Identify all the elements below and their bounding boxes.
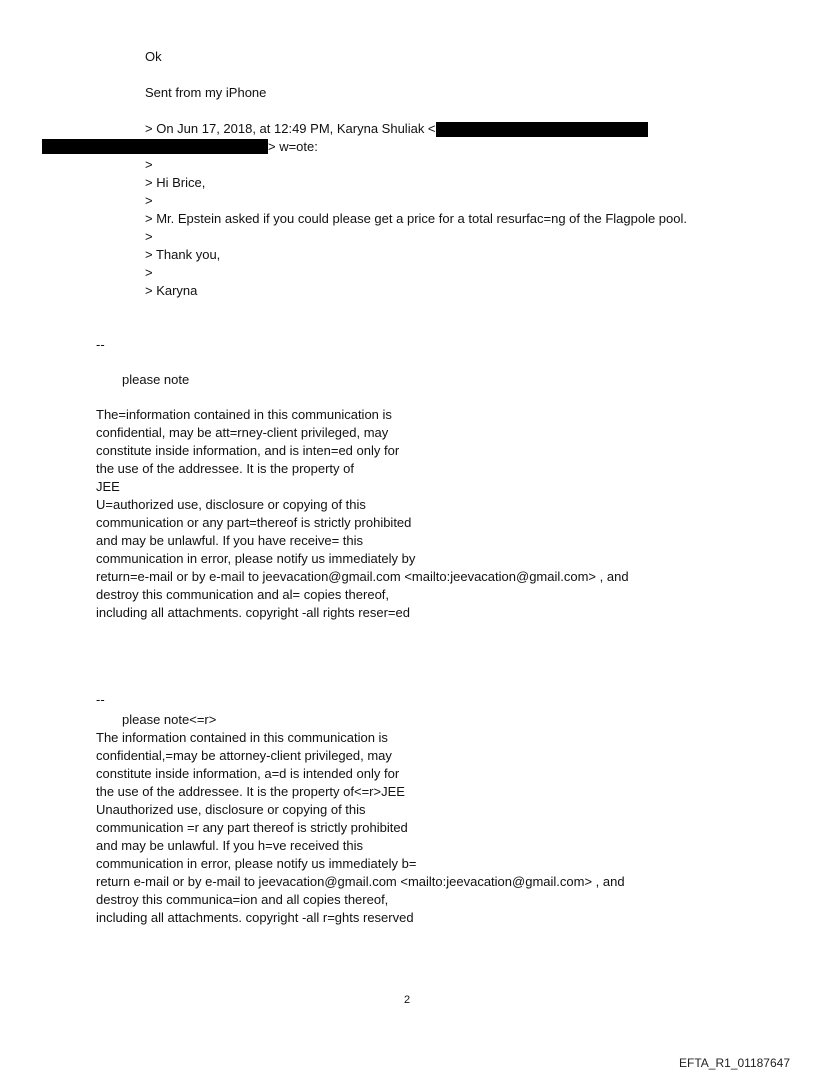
redaction-bar <box>42 139 268 154</box>
quoted-header: > On Jun 17, 2018, at 12:49 PM, Karyna Shuliak < <box>145 121 436 136</box>
disclaimer-line: The=information contained in this communication is <box>96 407 392 422</box>
disclaimer-line: constitute inside information, and is inten=ed only for <box>96 443 400 458</box>
disclaimer-line: the use of the addressee. It is the property of <box>96 461 354 476</box>
disclaimer-line: Unauthorized use, disclosure or copying of this <box>96 802 366 817</box>
separator: -- <box>96 692 105 707</box>
document-id: EFTA_R1_01187647 <box>679 1056 790 1070</box>
disclaimer-line: the use of the addressee. It is the property of<=r>JEE <box>96 784 405 799</box>
disclaimer-line: confidential, may be att=rney-client privileged, may <box>96 425 389 440</box>
page-number: 2 <box>404 994 411 1006</box>
disclaimer-line: communication in error, please notify us immediately by <box>96 551 416 566</box>
quoted-header-suffix: > w=ote: <box>268 139 318 154</box>
disclaimer-line: communication or any part=thereof is strictly prohibited <box>96 515 412 530</box>
quoted-line: > <box>145 265 153 280</box>
disclaimer-line: confidential,=may be attorney-client privileged, may <box>96 748 392 763</box>
reply-signature: Sent from my iPhone <box>145 85 267 100</box>
disclaimer-line: U=authorized use, disclosure or copying of this <box>96 497 366 512</box>
quoted-line: > <box>145 157 153 172</box>
disclaimer-line: and may be unlawful. If you have receive= this <box>96 533 364 548</box>
quoted-line: > Thank you, <box>145 247 221 262</box>
quoted-line: > Mr. Epstein asked if you could please get a price for a total resurfac=ng of the Flagpole pool. <box>145 211 687 226</box>
quoted-line: > <box>145 193 153 208</box>
disclaimer-line: including all attachments. copyright -all r=ghts reserved <box>96 910 414 925</box>
quoted-line: > Hi Brice, <box>145 175 206 190</box>
separator: -- <box>96 337 105 352</box>
disclaimer-line: communication in error, please notify us immediately b= <box>96 856 417 871</box>
reply-ok: Ok <box>145 49 162 64</box>
disclaimer-line: including all attachments. copyright -all rights reser=ed <box>96 605 410 620</box>
redaction-bar <box>436 122 648 137</box>
disclaimer-title: please note <box>122 372 190 387</box>
quoted-line: > Karyna <box>145 283 198 298</box>
disclaimer-line: return e-mail or by e-mail to jeevacation@gmail.com <mailto:jeevacation@gmail.com> , and <box>96 874 625 889</box>
quoted-line: > <box>145 229 153 244</box>
disclaimer-line: The information contained in this communication is <box>96 730 388 745</box>
disclaimer-line: destroy this communica=ion and all copies thereof, <box>96 892 389 907</box>
disclaimer-line: destroy this communication and al= copies thereof, <box>96 587 390 602</box>
disclaimer-line: JEE <box>96 479 120 494</box>
disclaimer-title: please note<=r> <box>122 712 217 727</box>
disclaimer-line: and may be unlawful. If you h=ve received this <box>96 838 364 853</box>
disclaimer-line: constitute inside information, a=d is intended only for <box>96 766 400 781</box>
disclaimer-line: communication =r any part thereof is strictly prohibited <box>96 820 408 835</box>
disclaimer-line: return=e-mail or by e-mail to jeevacation@gmail.com <mailto:jeevacation@gmail.com> , and <box>96 569 629 584</box>
